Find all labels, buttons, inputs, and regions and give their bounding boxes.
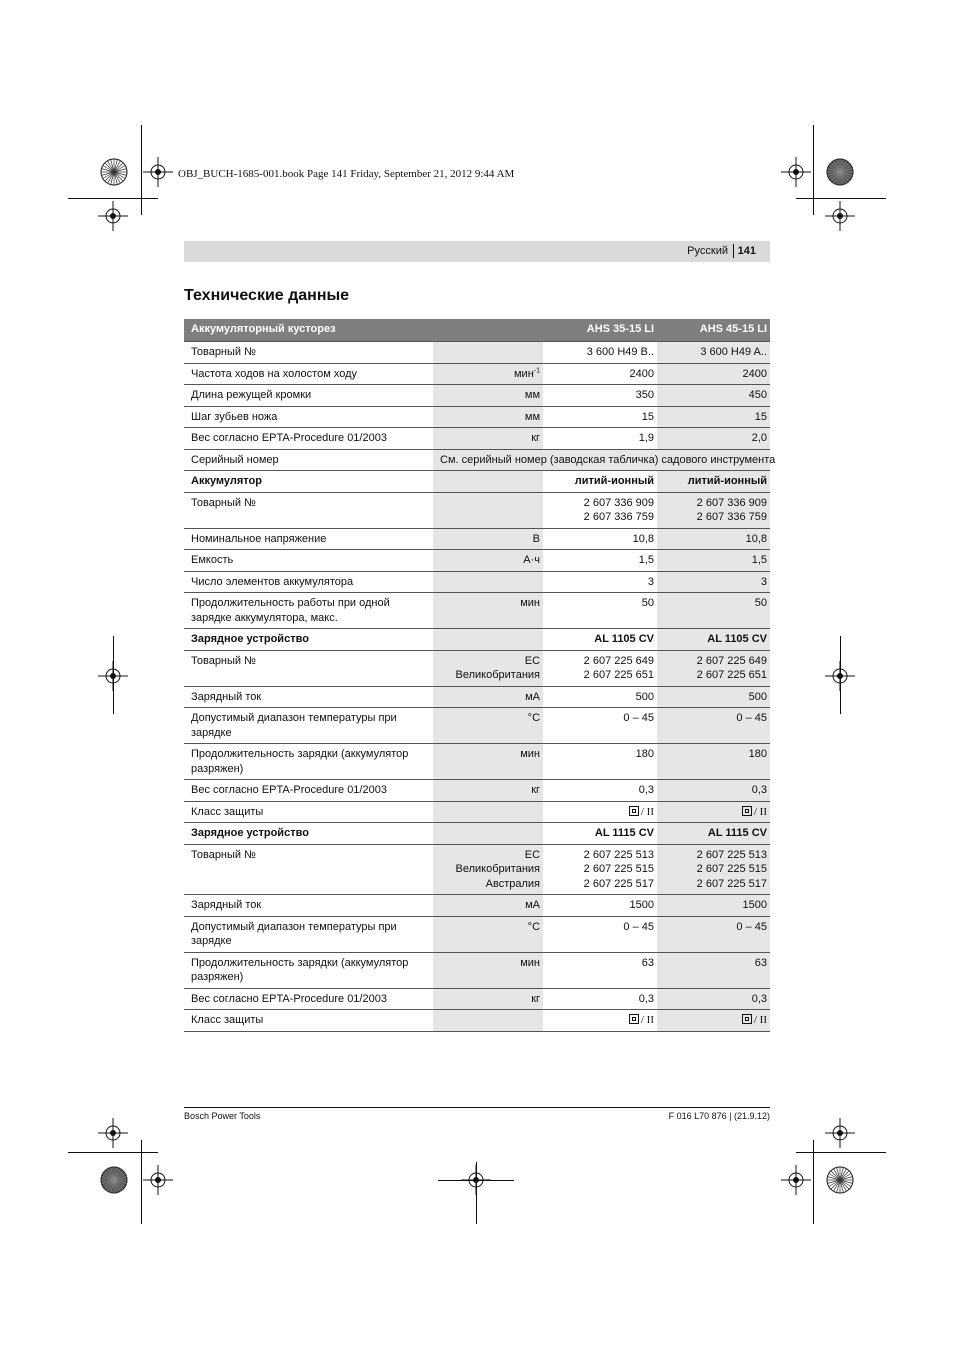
- row-unit: °C: [433, 708, 543, 744]
- crop-line: [141, 1140, 142, 1224]
- row-unit: мм: [433, 385, 543, 407]
- table-row: [184, 744, 770, 780]
- region-line: Великобритания: [455, 863, 541, 875]
- row-unit: мм: [433, 406, 543, 428]
- crop-line: [141, 125, 142, 215]
- footer-doc-code: F 016 L70 876 | (21.9.12): [668, 1111, 770, 1121]
- row-value-2: [657, 801, 770, 823]
- row-unit: мин: [433, 952, 543, 988]
- registration-wheel-icon: [100, 1166, 128, 1194]
- table-row: [184, 1010, 770, 1032]
- row-label: Зарядный ток: [184, 895, 433, 917]
- table-row: [184, 406, 770, 428]
- row-value-1: 15: [543, 406, 657, 428]
- header-separator: [733, 244, 734, 258]
- registration-crosshair-icon: [98, 1118, 128, 1148]
- crop-line: [796, 1152, 886, 1153]
- row-value-1: [543, 1010, 657, 1032]
- crop-line: [476, 1162, 477, 1224]
- row-value-2: 3: [657, 571, 770, 593]
- protection-class-text: / II: [753, 805, 768, 818]
- row-label: Зарядный ток: [184, 686, 433, 708]
- table-row: [184, 363, 770, 385]
- table-row: [184, 988, 770, 1010]
- protection-class: [629, 806, 654, 818]
- registration-crosshair-icon: [825, 1118, 855, 1148]
- row-value-1: 180: [543, 744, 657, 780]
- region-line: Австралия: [485, 877, 541, 890]
- row-label: Товарный №: [184, 342, 433, 364]
- protection-class: [629, 1014, 654, 1026]
- value-line: 2 607 336 909: [696, 496, 768, 509]
- row-unit: [433, 823, 543, 845]
- row-label: Класс защиты: [184, 801, 433, 823]
- table-row: [184, 916, 770, 952]
- value-line: 2 607 336 759: [696, 511, 768, 523]
- row-value-1: [543, 801, 657, 823]
- row-value-1: 1,5: [543, 550, 657, 572]
- registration-crosshair-icon: [143, 1165, 173, 1195]
- row-label: Вес согласно EPTA-Procedure 01/2003: [184, 988, 433, 1010]
- table-header-row: [184, 319, 770, 342]
- row-value-1: 63: [543, 952, 657, 988]
- row-value-1: 50: [543, 593, 657, 629]
- row-label: Товарный №: [184, 650, 433, 686]
- table-row: [184, 342, 770, 364]
- row-value-2: 1500: [657, 895, 770, 917]
- row-value-2: 0 – 45: [657, 708, 770, 744]
- row-value-2: 1,5: [657, 550, 770, 572]
- table-row: [184, 571, 770, 593]
- row-label: Частота ходов на холостом ходу: [184, 363, 433, 385]
- row-label: Допустимый диапазон температуры при зарядке: [184, 708, 433, 744]
- row-value-2: литий-ионный: [657, 471, 770, 493]
- registration-wheel-icon: [826, 1166, 854, 1194]
- serial-note: См. серийный номер (заводская табличка) садового инструмента: [433, 449, 770, 471]
- region-line: Великобритания: [455, 669, 541, 681]
- header-model-2: AHS 45-15 LI: [657, 319, 770, 342]
- crop-line: [68, 198, 158, 199]
- row-unit: [433, 471, 543, 493]
- region-line: EC: [524, 848, 541, 861]
- page-number: 141: [737, 245, 756, 257]
- value-line: 2 607 225 515: [696, 863, 768, 875]
- registration-wheel-icon: [100, 158, 128, 186]
- row-value-2: [657, 492, 770, 528]
- row-value-2: 2,0: [657, 428, 770, 450]
- registration-wheel-icon: [826, 158, 854, 186]
- row-label: Продолжительность работы при одной зарядке аккумулятора, макс.: [184, 593, 433, 629]
- section-label: Зарядное устройство: [184, 629, 433, 651]
- row-value-2: AL 1115 CV: [657, 823, 770, 845]
- protection-class: [742, 1014, 767, 1026]
- row-unit: В: [433, 528, 543, 550]
- row-label: Число элементов аккумулятора: [184, 571, 433, 593]
- crop-line: [68, 1152, 158, 1153]
- double-insulation-icon: [629, 1014, 639, 1024]
- registration-crosshair-icon: [781, 157, 811, 187]
- row-unit: [433, 844, 543, 895]
- row-label: Продолжительность зарядки (аккумулятор разряжен): [184, 744, 433, 780]
- double-insulation-icon: [742, 806, 752, 816]
- crop-line: [113, 636, 114, 714]
- row-unit: [433, 1010, 543, 1032]
- row-value-2: 450: [657, 385, 770, 407]
- row-label: Класс защиты: [184, 1010, 433, 1032]
- row-value-2: AL 1105 CV: [657, 629, 770, 651]
- value-line: 2 607 225 517: [696, 877, 768, 890]
- print-info: OBJ_BUCH-1685-001.book Page 141 Friday, September 21, 2012 9:44 AM: [178, 168, 515, 180]
- row-unit: мА: [433, 895, 543, 917]
- row-value-1: AL 1115 CV: [543, 823, 657, 845]
- row-value-2: 180: [657, 744, 770, 780]
- row-unit: кг: [433, 780, 543, 802]
- crop-line: [813, 125, 814, 215]
- value-line: 2 607 225 651: [696, 669, 768, 681]
- protection-class-text: / II: [753, 1014, 768, 1026]
- table-row: [184, 528, 770, 550]
- row-value-1: 0,3: [543, 780, 657, 802]
- section-title: Технические данные: [184, 287, 350, 304]
- section-row-battery: [184, 471, 770, 493]
- value-line: 2 607 336 759: [583, 511, 655, 523]
- row-unit: [433, 629, 543, 651]
- table-row: [184, 686, 770, 708]
- table-row: [184, 895, 770, 917]
- row-unit: [433, 650, 543, 686]
- row-value-2: 50: [657, 593, 770, 629]
- row-label: Вес согласно EPTA-Procedure 01/2003: [184, 428, 433, 450]
- value-line: 2 607 225 649: [696, 654, 768, 667]
- row-label: Товарный №: [184, 492, 433, 528]
- row-unit: кг: [433, 428, 543, 450]
- row-value-2: 500: [657, 686, 770, 708]
- row-unit: мА: [433, 686, 543, 708]
- row-value-1: [543, 492, 657, 528]
- table-row: [184, 780, 770, 802]
- row-value-1: 1500: [543, 895, 657, 917]
- value-line: 2 607 225 513: [696, 848, 768, 861]
- row-value-1: литий-ионный: [543, 471, 657, 493]
- row-value-2: [657, 1010, 770, 1032]
- row-value-1: 1,9: [543, 428, 657, 450]
- header-model-1: AHS 35-15 LI: [543, 319, 657, 342]
- table-row: [184, 650, 770, 686]
- region-line: EC: [524, 654, 541, 667]
- row-value-1: 2400: [543, 363, 657, 385]
- row-label: Серийный номер: [184, 449, 433, 471]
- table-row: [184, 593, 770, 629]
- protection-class: [742, 806, 767, 818]
- row-label: Шаг зубьев ножа: [184, 406, 433, 428]
- table-row: [184, 708, 770, 744]
- table-row: [184, 492, 770, 528]
- row-unit: мин: [433, 593, 543, 629]
- footer-brand: Bosch Power Tools: [184, 1111, 261, 1121]
- row-value-2: 0,3: [657, 988, 770, 1010]
- row-unit: А·ч: [433, 550, 543, 572]
- registration-crosshair-icon: [781, 1165, 811, 1195]
- row-label: Длина режущей кромки: [184, 385, 433, 407]
- row-unit: [433, 492, 543, 528]
- protection-class-text: / II: [640, 805, 655, 818]
- registration-crosshair-icon: [143, 157, 173, 187]
- registration-crosshair-icon: [98, 201, 128, 231]
- row-value-1: [543, 844, 657, 895]
- value-line: 2 607 225 651: [583, 669, 655, 681]
- double-insulation-icon: [742, 1014, 752, 1024]
- table-row: [184, 385, 770, 407]
- row-unit: [433, 571, 543, 593]
- row-unit: [433, 363, 543, 385]
- row-value-2: 15: [657, 406, 770, 428]
- row-value-1: 3: [543, 571, 657, 593]
- row-value-2: 10,8: [657, 528, 770, 550]
- row-value-2: 2400: [657, 363, 770, 385]
- row-value-1: 500: [543, 686, 657, 708]
- row-value-1: 0 – 45: [543, 916, 657, 952]
- language-bar: [184, 241, 770, 262]
- row-label: Вес согласно EPTA-Procedure 01/2003: [184, 780, 433, 802]
- section-label: Зарядное устройство: [184, 823, 433, 845]
- row-value-2: 3 600 H49 A..: [657, 342, 770, 364]
- row-unit: [433, 801, 543, 823]
- row-value-1: AL 1105 CV: [543, 629, 657, 651]
- table-row: [184, 550, 770, 572]
- row-value-1: 350: [543, 385, 657, 407]
- table-row: [184, 844, 770, 895]
- table-row: [184, 428, 770, 450]
- row-value-1: 10,8: [543, 528, 657, 550]
- registration-crosshair-icon: [825, 201, 855, 231]
- row-label: Емкость: [184, 550, 433, 572]
- crop-line: [840, 636, 841, 714]
- row-label: Номинальное напряжение: [184, 528, 433, 550]
- row-value-1: 0,3: [543, 988, 657, 1010]
- row-label: Товарный №: [184, 844, 433, 895]
- footer-rule: [184, 1107, 770, 1108]
- value-line: 2 607 336 909: [583, 496, 655, 509]
- row-value-2: 0,3: [657, 780, 770, 802]
- row-unit: °C: [433, 916, 543, 952]
- value-line: 2 607 225 513: [583, 848, 655, 861]
- row-value-2: [657, 844, 770, 895]
- value-line: 2 607 225 649: [583, 654, 655, 667]
- table-row: [184, 449, 770, 471]
- row-label: Продолжительность зарядки (аккумулятор разряжен): [184, 952, 433, 988]
- section-row-charger-1105: [184, 629, 770, 651]
- row-unit: кг: [433, 988, 543, 1010]
- section-row-charger-1115: [184, 823, 770, 845]
- header-label: Аккумуляторный кусторез: [184, 319, 543, 342]
- protection-class-text: / II: [640, 1014, 655, 1026]
- crop-line: [813, 1140, 814, 1224]
- language-label: Русский: [687, 245, 728, 257]
- section-label: Аккумулятор: [184, 471, 433, 493]
- row-value-1: 0 – 45: [543, 708, 657, 744]
- row-label: Допустимый диапазон температуры при зарядке: [184, 916, 433, 952]
- row-value-2: [657, 650, 770, 686]
- row-value-1: 3 600 H49 B..: [543, 342, 657, 364]
- double-insulation-icon: [629, 806, 639, 816]
- unit-text: мин: [513, 367, 534, 380]
- table-row: [184, 801, 770, 823]
- unit-superscript: -1: [533, 366, 541, 374]
- spec-table: [184, 319, 776, 1032]
- value-line: 2 607 225 515: [583, 863, 655, 875]
- crop-line: [796, 198, 886, 199]
- row-value-2: 0 – 45: [657, 916, 770, 952]
- value-line: 2 607 225 517: [583, 877, 655, 890]
- row-unit: [433, 342, 543, 364]
- row-value-2: 63: [657, 952, 770, 988]
- table-row: [184, 952, 770, 988]
- row-value-1: [543, 650, 657, 686]
- row-unit: мин: [433, 744, 543, 780]
